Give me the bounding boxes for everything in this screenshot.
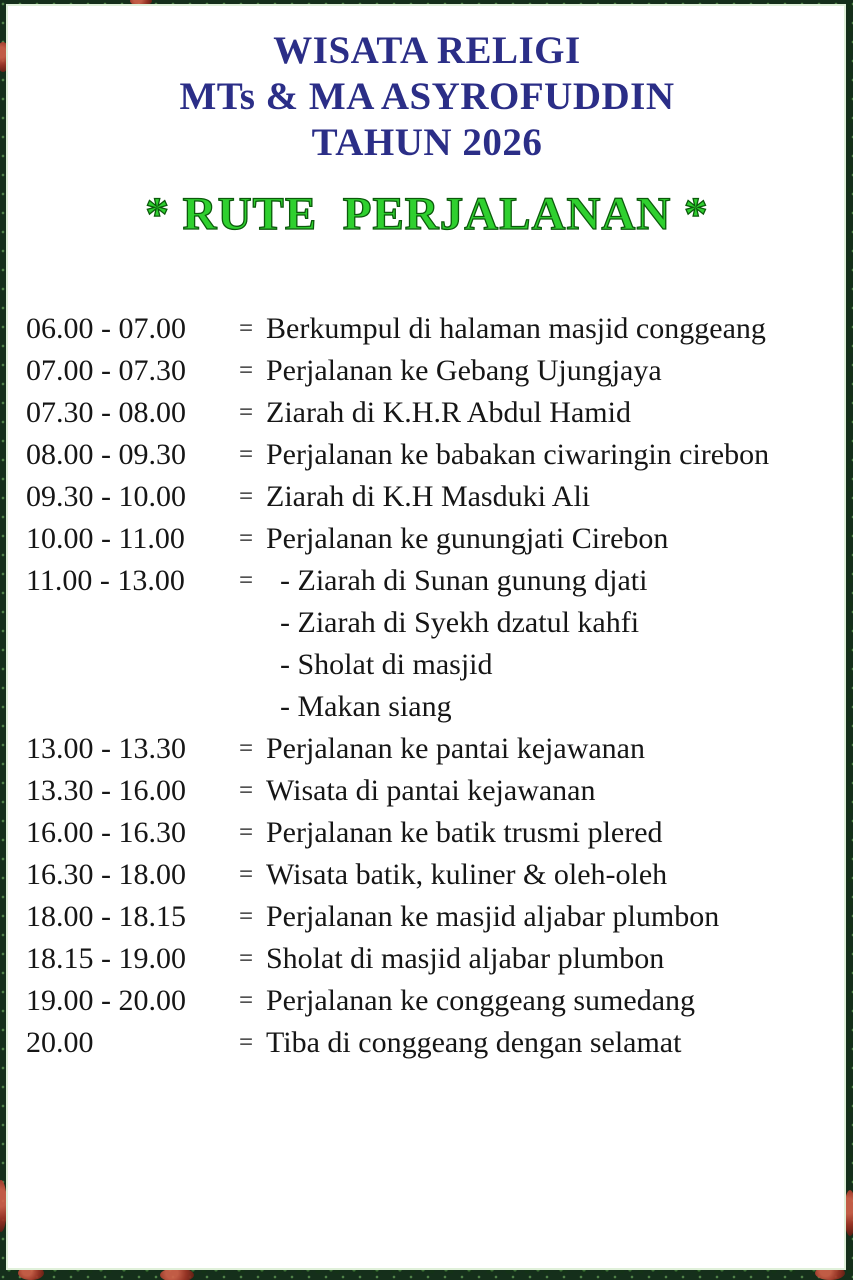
activity-list: [266, 560, 834, 728]
schedule-row: [26, 1022, 834, 1064]
activity-text: Perjalanan ke babakan ciwaringin cirebon: [266, 438, 770, 471]
schedule-row: [26, 392, 834, 434]
activity-text: Wisata batik, kuliner & oleh-oleh: [266, 858, 668, 891]
activity-text: - Ziarah di Sunan gunung djati: [280, 564, 648, 597]
activity-text: Ziarah di K.H.R Abdul Hamid: [266, 396, 631, 429]
equals-sign: =: [238, 861, 254, 888]
activity-text: Berkumpul di halaman masjid conggeang: [266, 312, 766, 345]
equals-sign: =: [238, 735, 254, 762]
schedule-row: [26, 896, 834, 938]
activity-text: Ziarah di K.H Masduki Ali: [266, 480, 591, 513]
activity-text: Perjalanan ke Gebang Ujungjaya: [266, 354, 662, 387]
time-range: 08.00 - 09.30: [26, 438, 186, 471]
schedule-list: [20, 308, 834, 1064]
schedule-row: [26, 980, 834, 1022]
schedule-row: [26, 476, 834, 518]
time-range: 13.00 - 13.30: [26, 732, 186, 765]
schedule-row: [26, 938, 834, 980]
time-range: 16.00 - 16.30: [26, 816, 186, 849]
schedule-row: [26, 770, 834, 812]
schedule-row: [26, 434, 834, 476]
activity-list: [266, 938, 834, 980]
schedule-row: [26, 518, 834, 560]
equals-sign: =: [238, 777, 254, 804]
title-line-2: MTs & MA ASYROFUDDIN: [179, 75, 675, 118]
activity-list: [266, 770, 834, 812]
equals-sign: =: [238, 903, 254, 930]
activity-list: [266, 854, 834, 896]
activity-list: [266, 728, 834, 770]
activity-list: [266, 434, 834, 476]
equals-sign: =: [238, 567, 254, 594]
activity-list: [266, 812, 834, 854]
time-range: 18.15 - 19.00: [26, 942, 186, 975]
schedule-row: [26, 728, 834, 770]
time-range: 06.00 - 07.00: [26, 312, 186, 345]
activity-text: Perjalanan ke conggeang sumedang: [266, 984, 696, 1017]
equals-sign: =: [238, 483, 254, 510]
activity-text: Perjalanan ke gunungjati Cirebon: [266, 522, 669, 555]
activity-text: - Sholat di masjid: [280, 648, 493, 681]
time-range: 10.00 - 11.00: [26, 522, 185, 555]
poster-sheet: [6, 4, 846, 1270]
schedule-row: [26, 350, 834, 392]
equals-sign: =: [238, 357, 254, 384]
activity-text: Perjalanan ke masjid aljabar plumbon: [266, 900, 720, 933]
activity-list: [266, 476, 834, 518]
time-range: 16.30 - 18.00: [26, 858, 186, 891]
activity-list: [266, 896, 834, 938]
activity-text: Wisata di pantai kejawanan: [266, 774, 596, 807]
activity-text: Perjalanan ke pantai kejawanan: [266, 732, 645, 765]
time-range: 07.30 - 08.00: [26, 396, 186, 429]
activity-text: Sholat di masjid aljabar plumbon: [266, 942, 665, 975]
activity-list: [266, 392, 834, 434]
equals-sign: =: [238, 1029, 254, 1056]
schedule-row: [26, 560, 834, 728]
activity-list: [266, 1022, 834, 1064]
schedule-row: [26, 308, 834, 350]
activity-text: - Ziarah di Syekh dzatul kahfi: [280, 606, 640, 639]
activity-list: [266, 980, 834, 1022]
equals-sign: =: [238, 945, 254, 972]
title-line-3: TAHUN 2026: [311, 121, 543, 164]
equals-sign: =: [238, 315, 254, 342]
title-block: [20, 28, 834, 166]
activity-text: Perjalanan ke batik trusmi plered: [266, 816, 663, 849]
subtitle-rute-perjalanan: * RUTE PERJALANAN *: [145, 188, 709, 240]
equals-sign: =: [238, 819, 254, 846]
time-range: 13.30 - 16.00: [26, 774, 186, 807]
time-range: 20.00: [26, 1026, 94, 1059]
time-range: 19.00 - 20.00: [26, 984, 186, 1017]
activity-list: [266, 518, 834, 560]
activity-text: - Makan siang: [280, 690, 452, 723]
equals-sign: =: [238, 525, 254, 552]
time-range: 09.30 - 10.00: [26, 480, 186, 513]
activity-list: [266, 308, 834, 350]
time-range: 07.00 - 07.30: [26, 354, 186, 387]
activity-list: [266, 350, 834, 392]
time-range: 18.00 - 18.15: [26, 900, 186, 933]
time-range: 11.00 - 13.00: [26, 564, 185, 597]
equals-sign: =: [238, 441, 254, 468]
equals-sign: =: [238, 987, 254, 1014]
schedule-row: [26, 854, 834, 896]
schedule-row: [26, 812, 834, 854]
activity-text: Tiba di conggeang dengan selamat: [266, 1026, 682, 1059]
equals-sign: =: [238, 399, 254, 426]
title-line-1: WISATA RELIGI: [273, 29, 581, 72]
